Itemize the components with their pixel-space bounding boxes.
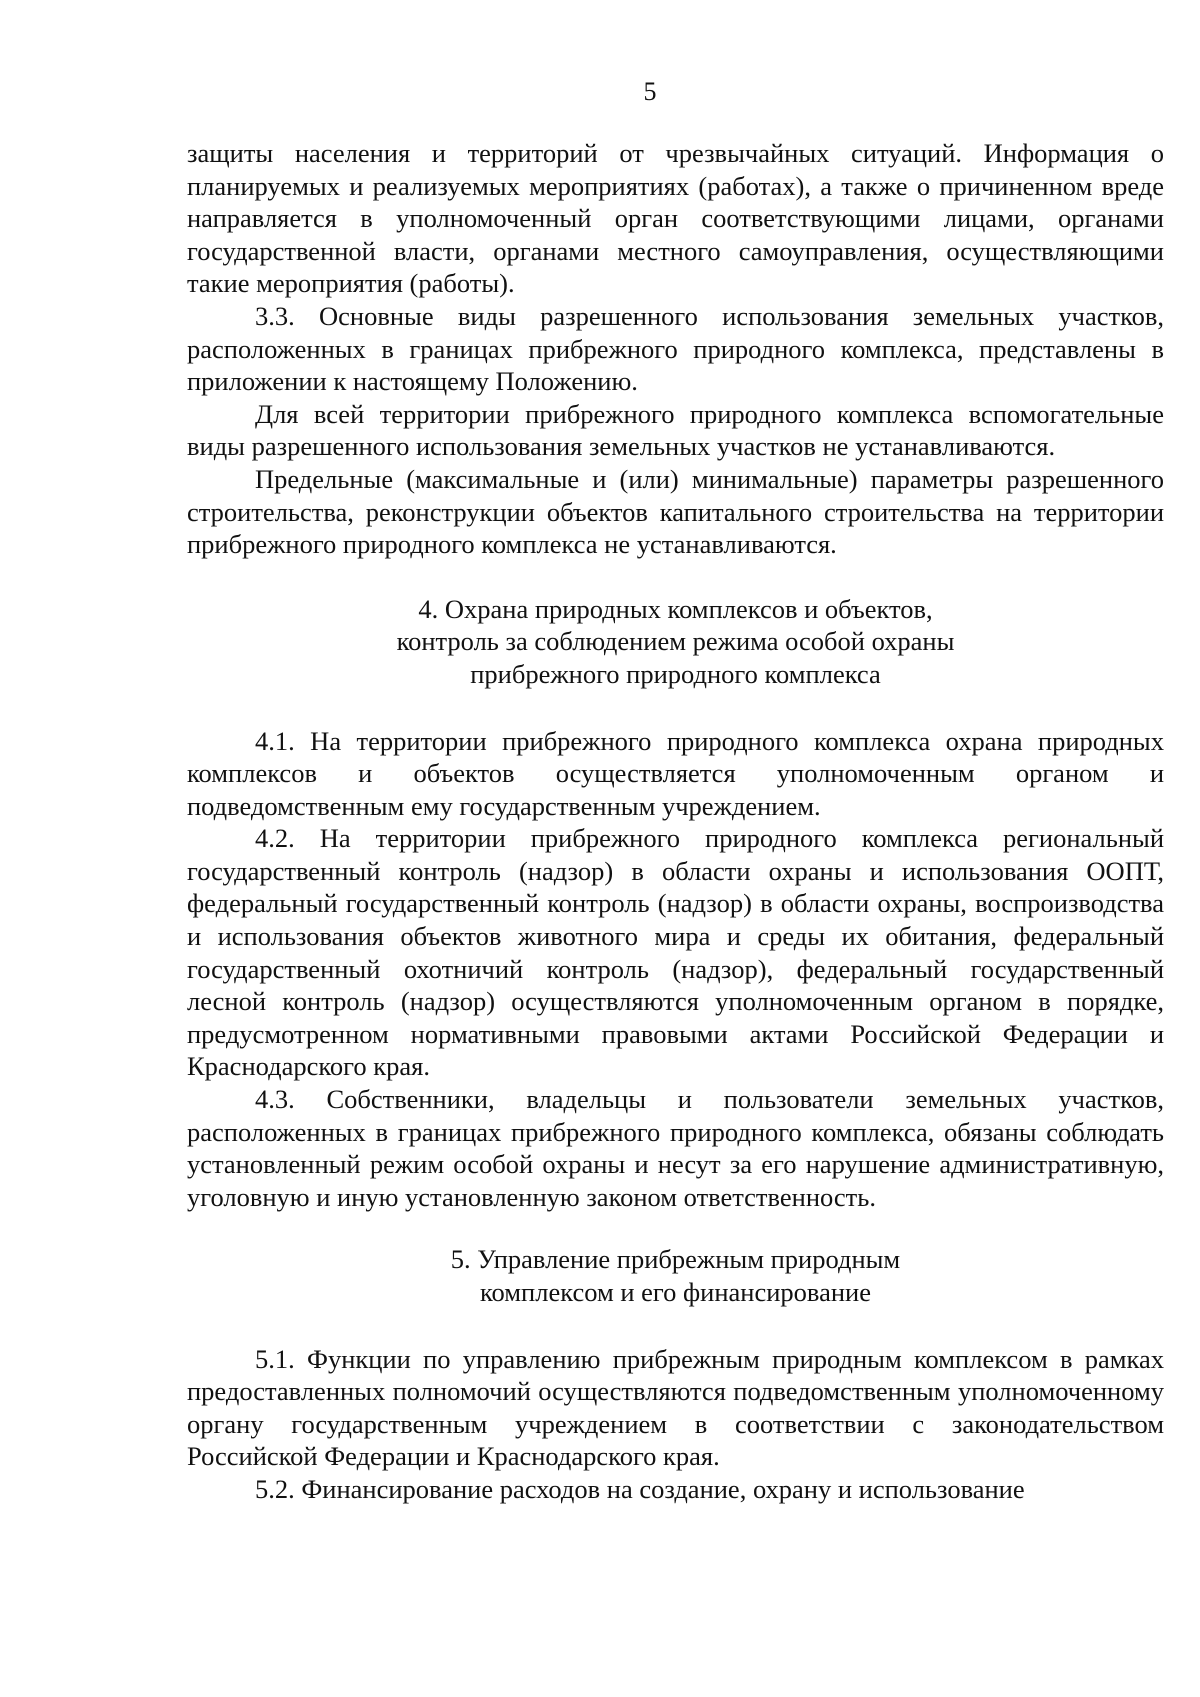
section-5-body — [187, 1343, 1164, 1506]
paragraph-limit-parameters: Предельные (максимальные и (или) минимальные) параметры разрешенного строительства, реконструкции объектов капитального строительства на территории прибрежного природного комплекса не устанавливаются. — [187, 463, 1164, 560]
paragraph-5-1: 5.1. Функции по управлению прибрежным природным комплексом в рамках предоставленных полномочий осуществляются подведомственным уполномоченному органу государственным учреждением в соответствии с законодательством Российской Федерации и Краснодарского края. — [187, 1343, 1164, 1472]
section-5-heading-line: комплексом и его финансирование — [480, 1277, 871, 1307]
paragraph-5-2: 5.2. Финансирование расходов на создание, охрану и использование — [255, 1473, 1025, 1504]
paragraph-4-3: 4.3. Собственники, владельцы и пользователи земельных участков, расположенных в границах прибрежного природного комплекса, обязаны соблюдать установленный режим особой охраны и несут за его нарушение административную, уголовную и иную установленную законом ответственность. — [187, 1084, 1164, 1212]
section-4-heading — [187, 593, 1164, 691]
paragraph-auxiliary-uses: Для всей территории прибрежного природного комплекса вспомогательные виды разрешенного использования земельных участков не устанавливаются. — [187, 398, 1164, 462]
page-number: 5 — [643, 77, 657, 106]
section-4-heading-line: контроль за соблюдением режима особой охраны — [396, 626, 955, 657]
document-body — [187, 137, 1164, 1506]
paragraph-continuation: защиты населения и территорий от чрезвычайных ситуаций. Информация о планируемых и реализуемых мероприятиях (работах), а также о причиненном вреде направляется в уполномоченный орган соответствующими лицами, органами государственной власти, органами местного самоуправления, осуществляющими такие мероприятия (работы). — [187, 138, 1164, 299]
section-4-heading-line: 4. Охрана природных комплексов и объектов, — [418, 593, 933, 624]
paragraph-4-1: 4.1. На территории прибрежного природного комплекса охрана природных комплексов и объектов осуществляется уполномоченным органом и подведомственным ему государственным учреждением. — [187, 725, 1164, 821]
section-4-body — [187, 725, 1164, 1214]
section-5-heading-line: 5. Управление прибрежным природным — [450, 1244, 901, 1275]
paragraph-4-2: 4.2. На территории прибрежного природного комплекса региональный государственный контроль (надзор) в области охраны и использования ООПТ, федеральный государственный контроль (надзор) в области охраны, воспроизводства и использования объектов животного мира и среды их обитания, федеральный государственный охотничий контроль (надзор), федеральный государственный лесной контроль (надзор) осуществляются уполномоченным органом в порядке, предусмотренном нормативными правовыми актами Российской Федерации и Краснодарского края. — [187, 823, 1164, 1082]
section-4-heading-line: прибрежного природного комплекса — [470, 658, 881, 689]
paragraph-3-3: 3.3. Основные виды разрешенного использования земельных участков, расположенных в границах прибрежного природного комплекса, представлены в приложении к настоящему Положению. — [187, 300, 1164, 397]
section-5-heading — [187, 1243, 1164, 1308]
